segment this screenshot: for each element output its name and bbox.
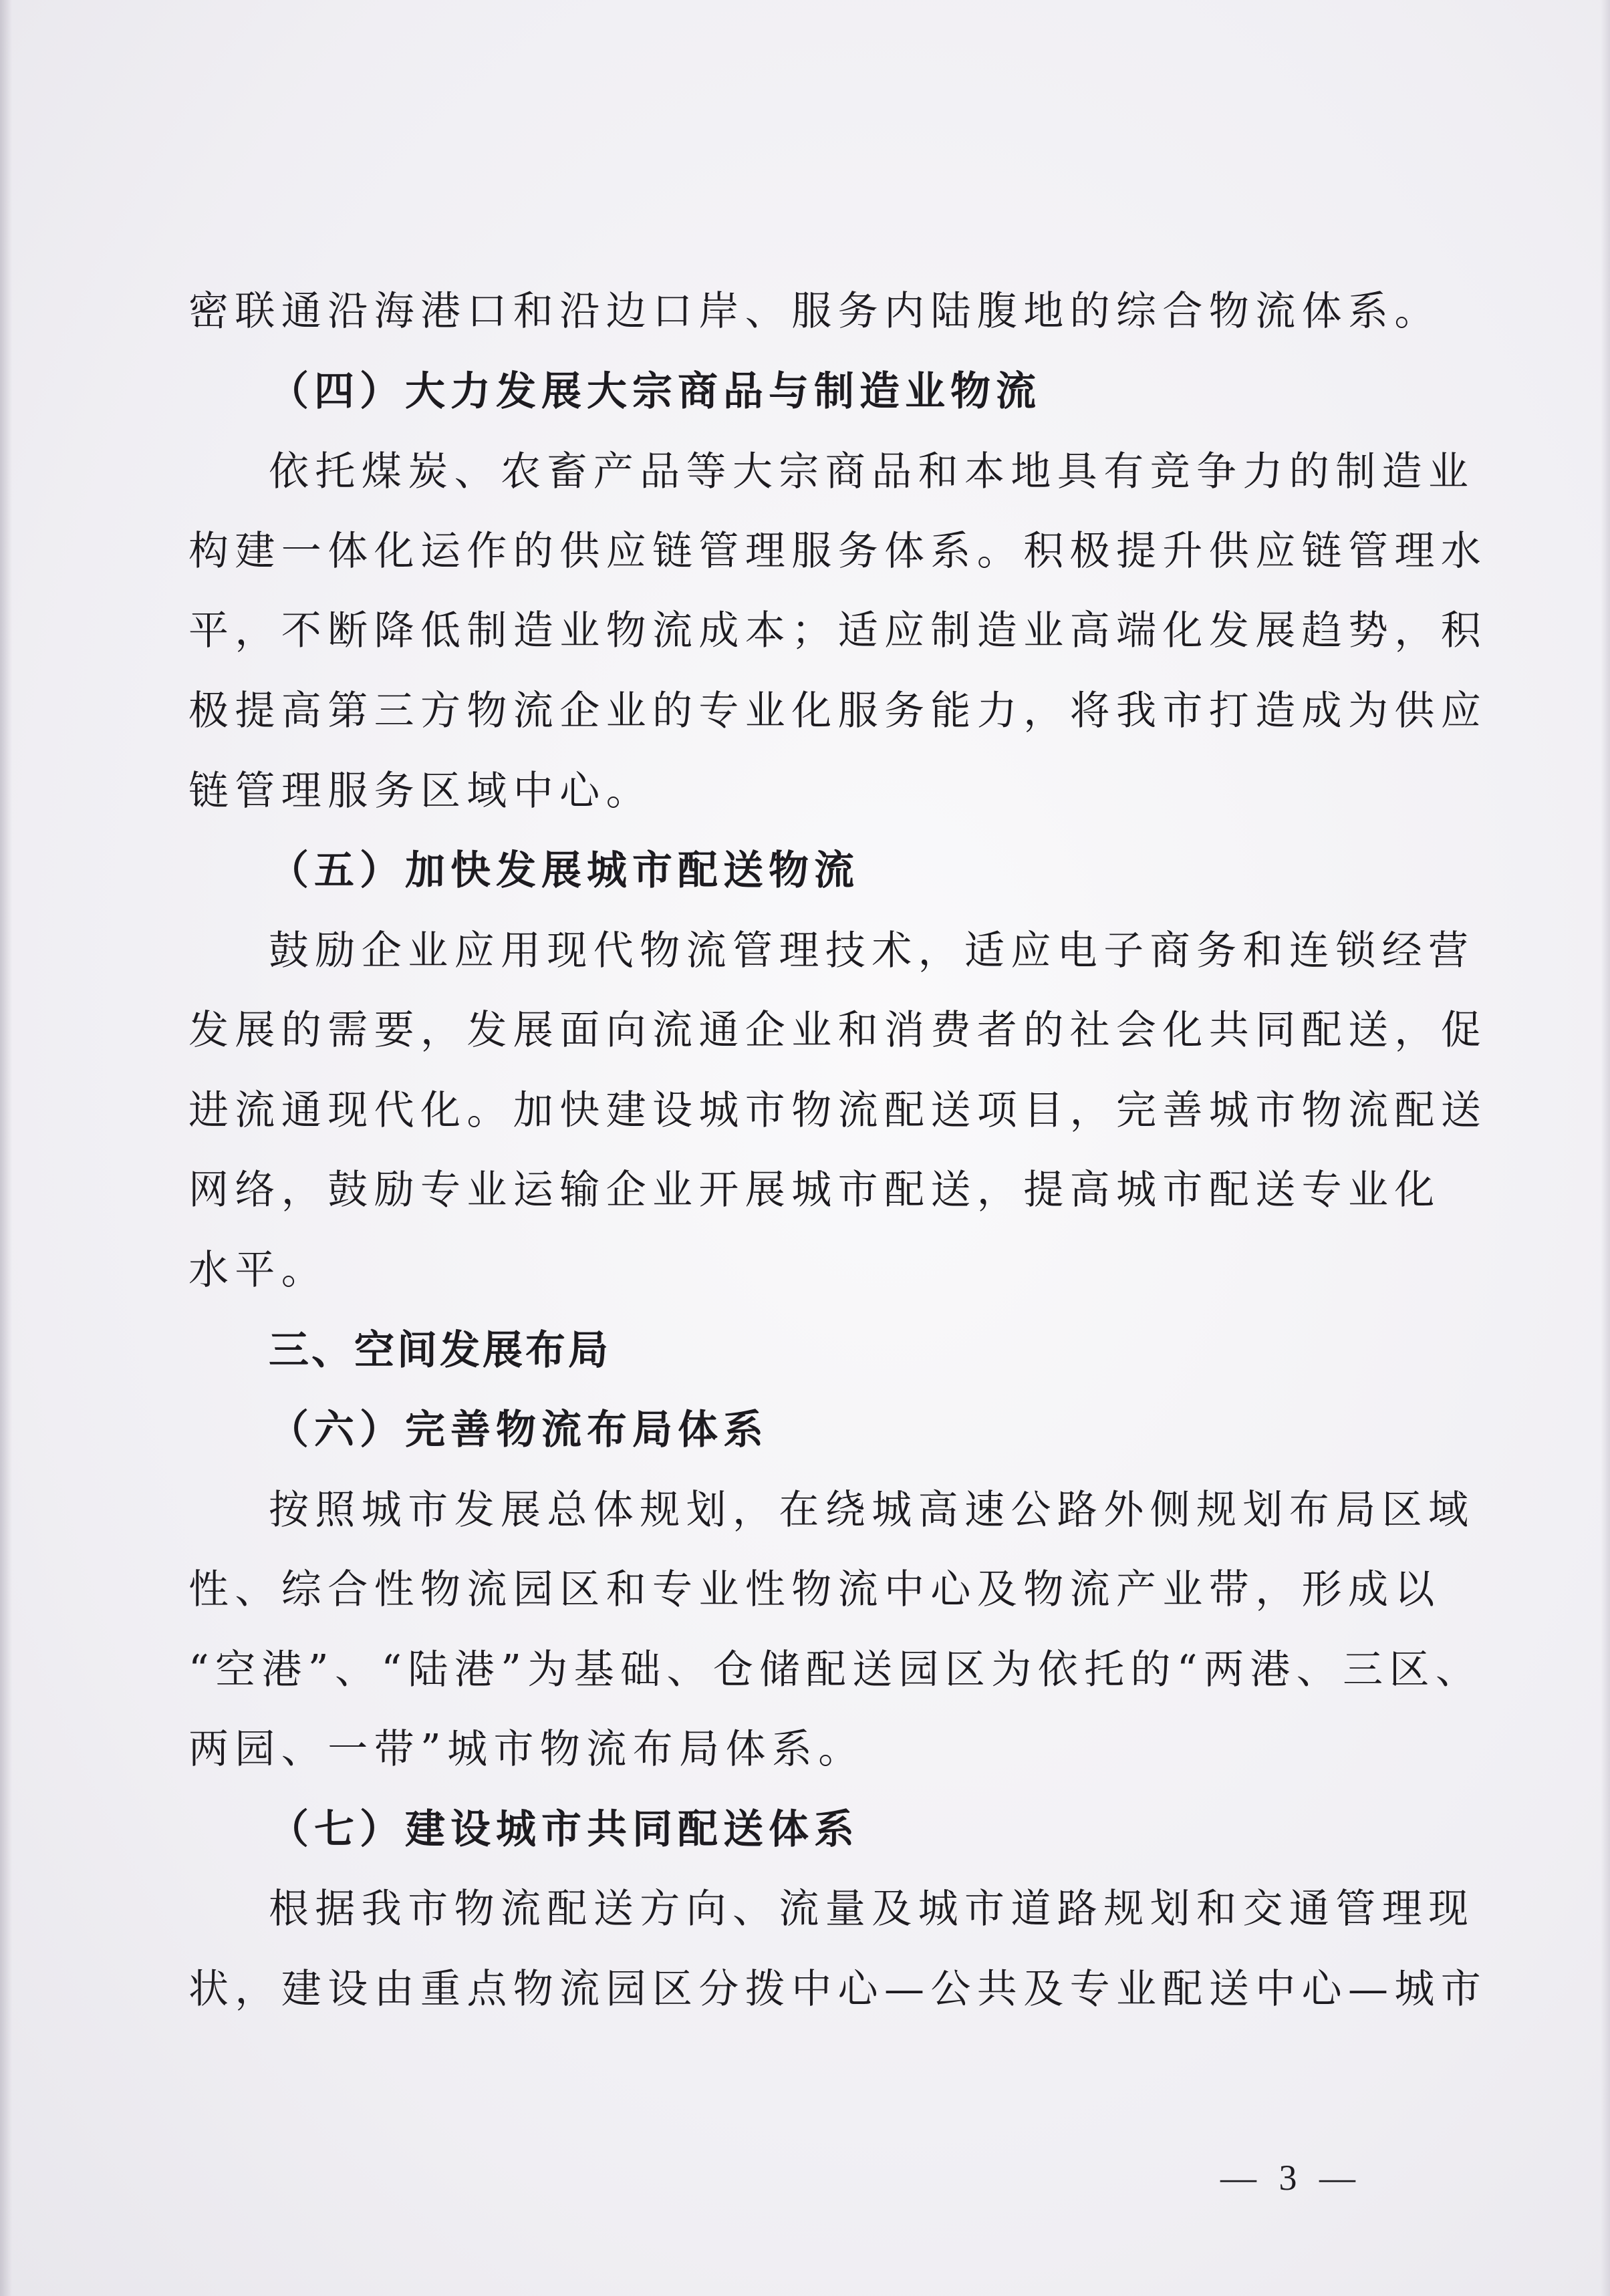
- paragraph-line: 根据我市物流配送方向、流量及城市道路规划和交通管理现: [269, 1886, 1475, 1932]
- paragraph-line: 密联通沿海港口和沿边口岸、服务内陆腹地的综合物流体系。: [188, 288, 1441, 335]
- paragraph-line: 按照城市发展总体规划，在绕城高速公路外侧规划布局区域: [269, 1487, 1475, 1534]
- paragraph-line: 依托煤炭、农畜产品等大宗商品和本地具有竞争力的制造业: [269, 448, 1475, 495]
- paragraph-line: 构建一体化运作的供应链管理服务体系。积极提升供应链管理水: [188, 528, 1488, 575]
- paragraph-line: 进流通现代化。加快建设城市物流配送项目，完善城市物流配送: [188, 1087, 1488, 1134]
- section-heading: 三、空间发展布局: [269, 1327, 611, 1374]
- paragraph-line: 极提高第三方物流企业的专业化服务能力，将我市打造成为供应: [188, 688, 1488, 734]
- paragraph-line: 鼓励企业应用现代物流管理技术，适应电子商务和连锁经营: [269, 927, 1475, 974]
- paragraph-line: 平，不断降低制造业物流成本；适应制造业高端化发展趋势，积: [188, 607, 1488, 654]
- subsection-heading: （七）建设城市共同配送体系: [269, 1806, 859, 1853]
- subsection-heading: （五）加快发展城市配送物流: [269, 847, 859, 894]
- subsection-heading: （六）完善物流布局体系: [269, 1407, 769, 1453]
- paragraph-line: “空港”、“陆港”为基础、仓储配送园区为依托的“两港、三区、: [188, 1646, 1482, 1693]
- paragraph-line: 发展的需要，发展面向流通企业和消费者的社会化共同配送，促: [188, 1007, 1488, 1054]
- paragraph-line: 链管理服务区域中心。: [188, 768, 652, 815]
- subsection-heading: （四）大力发展大宗商品与制造业物流: [269, 368, 1041, 415]
- page-number: — 3 —: [1220, 2158, 1362, 2198]
- paragraph-line: 网络，鼓励专业运输企业开展城市配送，提高城市配送专业化: [188, 1167, 1441, 1213]
- paragraph-line: 两园、一带”城市物流布局体系。: [188, 1726, 865, 1773]
- paragraph-line: 性、综合性物流园区和专业性物流中心及物流产业带，形成以: [188, 1566, 1441, 1613]
- paragraph-line: 状，建设由重点物流园区分拨中心—公共及专业配送中心—城市: [188, 1966, 1488, 2013]
- paragraph-line: 水平。: [188, 1247, 328, 1294]
